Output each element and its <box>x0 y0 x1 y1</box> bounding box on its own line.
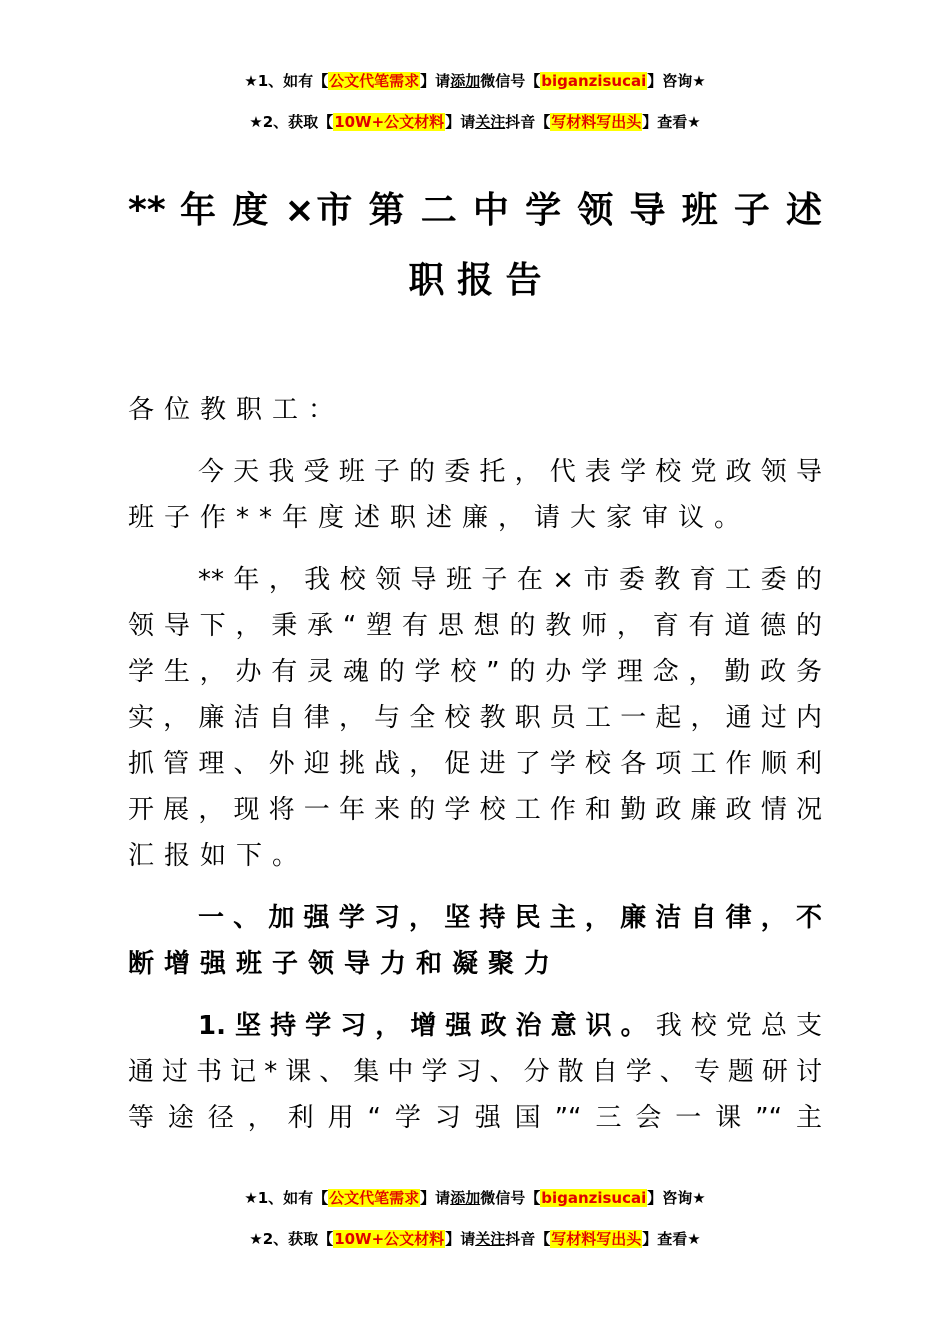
paragraph-3-line-3: 等途径，利用“学习强国”“三会一课”“主 <box>128 1103 822 1133</box>
underlined-add: 添加 <box>450 72 481 90</box>
salutation: 各位教职工： <box>128 395 345 425</box>
highlight-materials: 10W+公文材料 <box>334 113 445 131</box>
paragraph-2-line-7: 汇报如下。 <box>128 841 309 871</box>
notice-text: 1、如有【 <box>257 72 329 90</box>
notice-text: 】咨询★ <box>647 1189 706 1207</box>
header-notice-line-2 <box>0 111 950 132</box>
paragraph-2-line-6: 开展，现将一年来的学校工作和勤政廉政情况 <box>128 795 822 825</box>
footer-notice-line-1 <box>0 1187 950 1208</box>
paragraph-2-line-4: 实，廉洁自律，与全校教职员工一起，通过内 <box>128 703 822 733</box>
document-title-line-1: ** 年 度 ×市 第 二 中 学 领 导 班 子 述 <box>128 190 822 231</box>
header-notice-line-1 <box>0 70 950 91</box>
underlined-add: 添加 <box>450 1189 481 1207</box>
notice-text: 】咨询★ <box>647 72 706 90</box>
notice-text: 】请 <box>445 1230 476 1248</box>
underlined-follow: 关注 <box>475 113 506 131</box>
paragraph-3-line-2: 通过书记*课、集中学习、分散自学、专题研讨 <box>128 1057 822 1087</box>
star-icon: ★ <box>249 113 263 131</box>
underlined-follow: 关注 <box>475 1230 506 1248</box>
section-heading-1-line-1: 一、加强学习，坚持民主，廉洁自律，不 <box>198 903 822 933</box>
notice-text: 】请 <box>420 72 451 90</box>
highlight-douyin-account: 写材料写出头 <box>551 1230 642 1248</box>
paragraph-1-line-2: 班子作**年度述职述廉，请大家审议。 <box>128 503 751 533</box>
document-title-line-2: 职 报 告 <box>408 260 542 301</box>
highlight-materials: 10W+公文材料 <box>334 1230 445 1248</box>
notice-text: 2、获取【 <box>262 113 334 131</box>
notice-text: 】查看★ <box>642 113 701 131</box>
star-icon: ★ <box>249 1230 263 1248</box>
paragraph-3-line-1-text: 我校党总支 <box>655 1011 822 1041</box>
notice-text: 抖音【 <box>505 1230 551 1248</box>
notice-text: 抖音【 <box>505 113 551 131</box>
highlight-wechat-id: biganzisucai <box>541 72 647 90</box>
paragraph-2-line-1: **年，我校领导班子在×市委教育工委的 <box>198 565 822 595</box>
section-heading-1-line-2: 断增强班子领导力和凝聚力 <box>128 949 561 979</box>
notice-text: 2、获取【 <box>262 1230 334 1248</box>
paragraph-1-line-1: 今天我受班子的委托，代表学校党政领导 <box>198 457 822 487</box>
highlight-douyin-account: 写材料写出头 <box>551 113 642 131</box>
notice-text: 】请 <box>420 1189 451 1207</box>
star-icon: ★ <box>244 72 258 90</box>
paragraph-2-line-2: 领导下，秉承“塑有思想的教师，育有道德的 <box>128 611 822 641</box>
footer-notice-line-2 <box>0 1228 950 1249</box>
subheading-1: 1.坚持学习，增强政治意识。 <box>198 1011 656 1041</box>
highlight-ghostwriting: 公文代笔需求 <box>329 1189 420 1207</box>
highlight-wechat-id: biganzisucai <box>541 1189 647 1207</box>
notice-text: 1、如有【 <box>257 1189 329 1207</box>
highlight-ghostwriting: 公文代笔需求 <box>329 72 420 90</box>
notice-text: 】请 <box>445 113 476 131</box>
star-icon: ★ <box>244 1189 258 1207</box>
notice-text: 微信号【 <box>480 72 541 90</box>
paragraph-3-line-1 <box>198 1006 822 1046</box>
paragraph-2-line-5: 抓管理、外迎挑战，促进了学校各项工作顺利 <box>128 749 822 779</box>
notice-text: 微信号【 <box>480 1189 541 1207</box>
notice-text: 】查看★ <box>642 1230 701 1248</box>
paragraph-2-line-3: 学生，办有灵魂的学校”的办学理念，勤政务 <box>128 657 822 687</box>
